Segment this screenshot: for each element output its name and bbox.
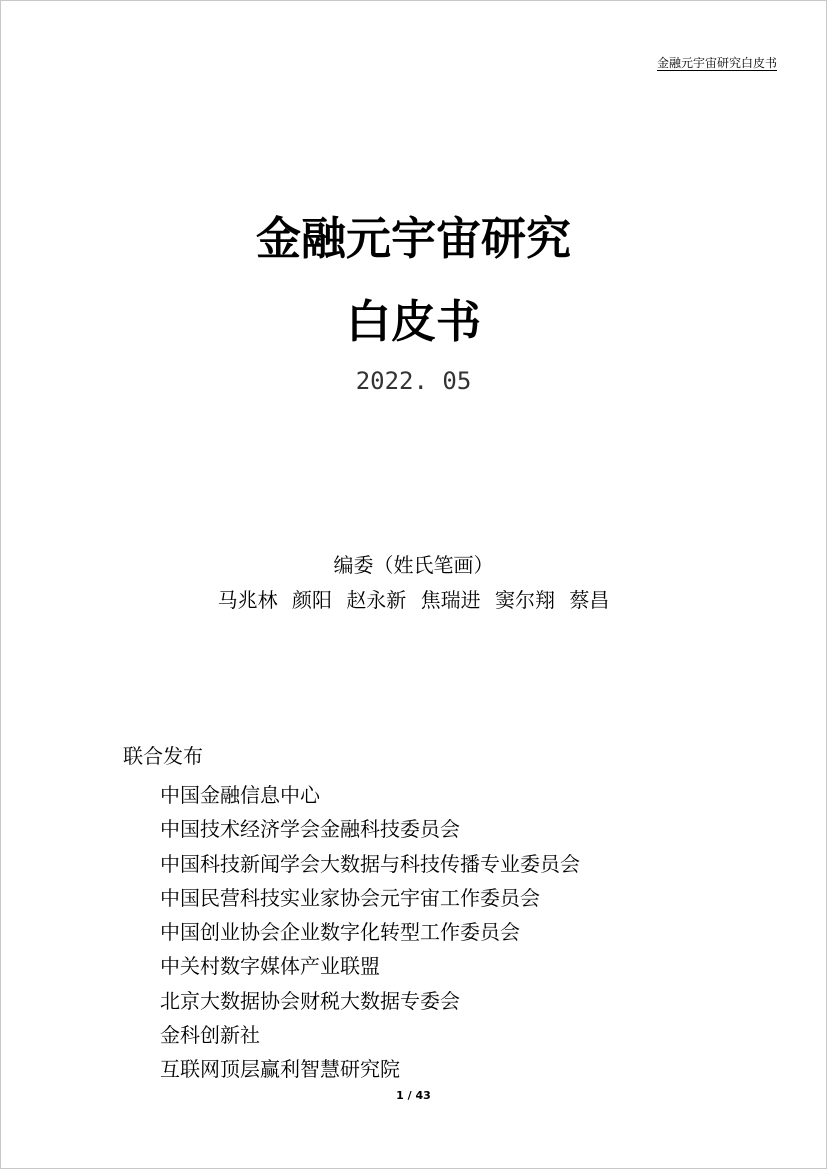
- publication-date: 2022. 05: [355, 367, 472, 395]
- document-title-line-1: 金融元宇宙研究: [255, 212, 571, 265]
- publisher-item: 中国金融信息中心: [160, 783, 320, 807]
- publishers-list: [160, 778, 580, 1087]
- publisher-item: 中国科技新闻学会大数据与科技传播专业委员会: [160, 851, 580, 876]
- publisher-item: 中国技术经济学会金融科技委员会: [160, 817, 460, 842]
- editor-name: 马兆林: [217, 588, 278, 612]
- publishers-heading: 联合发布: [123, 744, 203, 768]
- editor-name: 窦尔翔: [495, 588, 556, 612]
- editor-name: 蔡昌: [569, 588, 610, 612]
- running-header: 金融元宇宙研究白皮书: [656, 56, 777, 70]
- editors-heading: 编委（姓氏笔画）: [333, 553, 494, 577]
- page-number: 1 / 43: [396, 1089, 431, 1102]
- publisher-item: 中关村数字媒体产业联盟: [160, 954, 380, 979]
- editors-names: [0, 587, 827, 613]
- publisher-item: 金科创新社: [160, 1023, 260, 1048]
- editor-name: 赵永新: [346, 588, 407, 612]
- document-title-line-2: 白皮书: [345, 295, 481, 348]
- publisher-item: 北京大数据协会财税大数据专委会: [160, 988, 460, 1013]
- publisher-item: 中国民营科技实业家协会元宇宙工作委员会: [160, 885, 540, 910]
- publisher-item: 中国创业协会企业数字化转型工作委员会: [160, 920, 520, 945]
- publisher-item: 互联网顶层赢利智慧研究院: [160, 1057, 400, 1082]
- editor-name: 颜阳: [291, 588, 332, 612]
- editor-name: 焦瑞进: [420, 588, 481, 612]
